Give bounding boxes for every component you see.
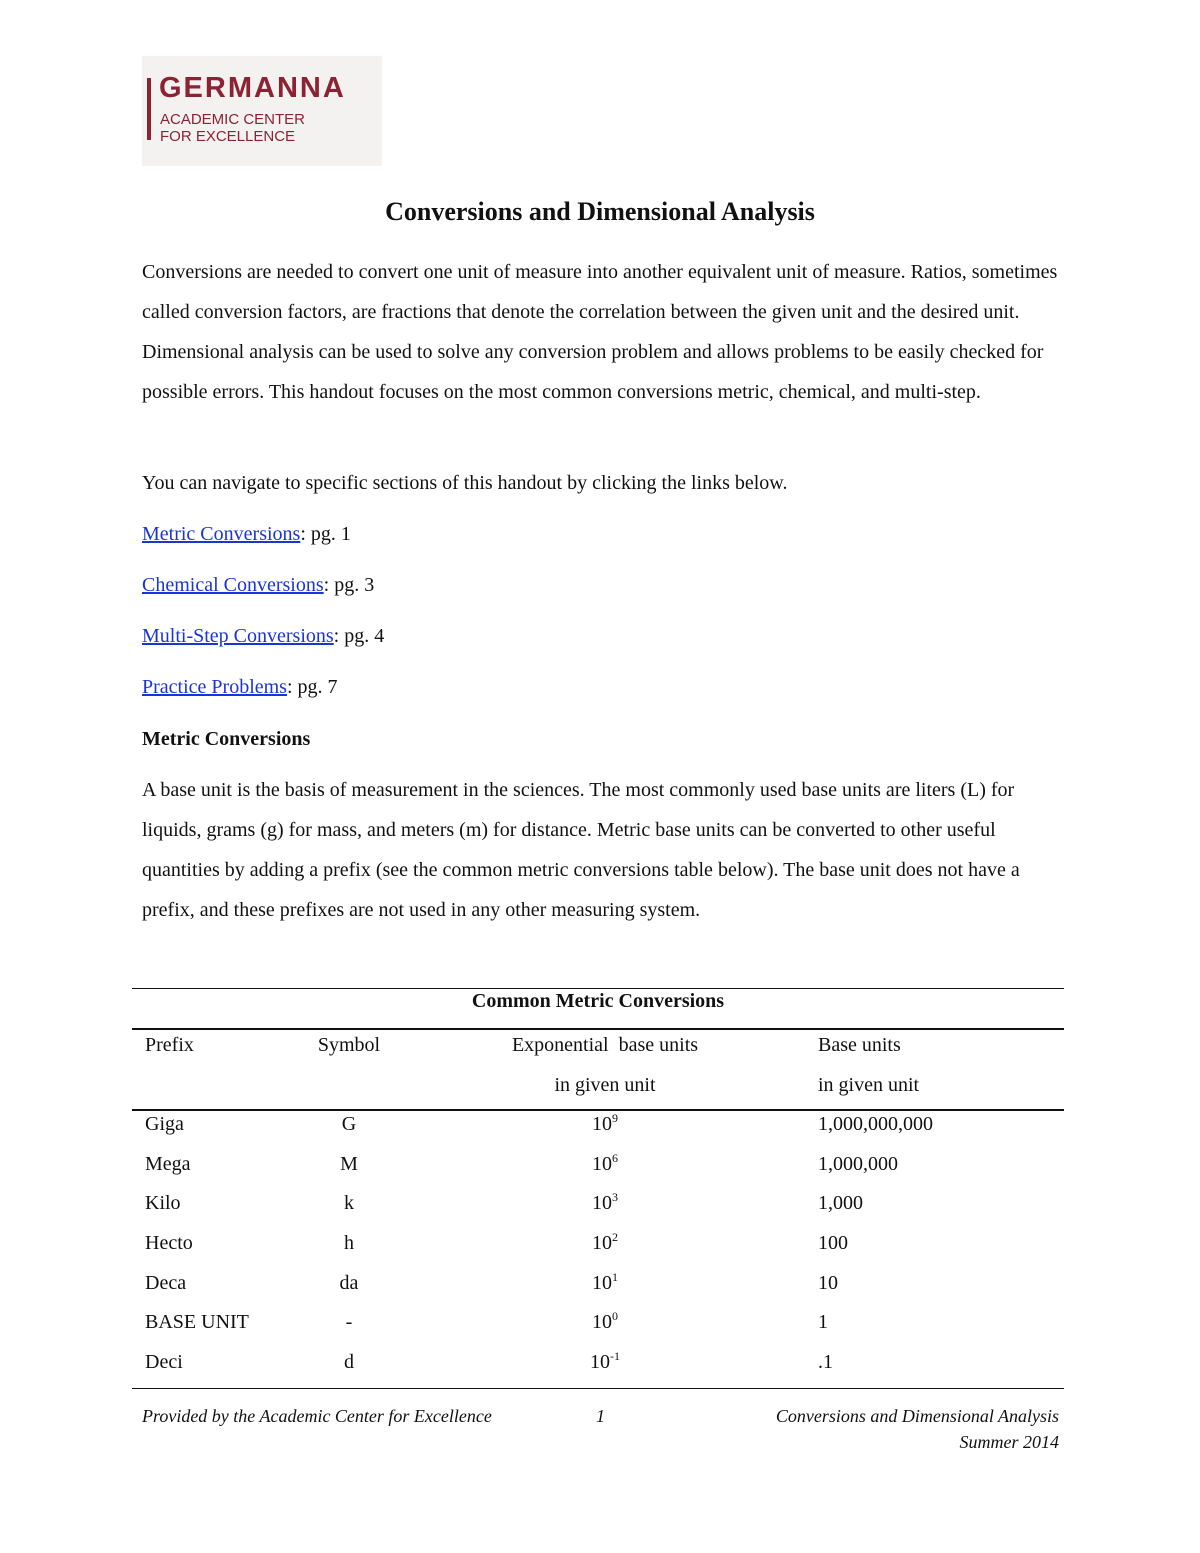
logo-bar [147, 78, 151, 140]
footer-date: Summer 2014 [959, 1432, 1059, 1452]
power-base: 10 [592, 1272, 612, 1294]
cell-exponential [592, 1188, 618, 1218]
page-title: Conversions and Dimensional Analysis [385, 197, 815, 226]
footer-page-number: 1 [596, 1406, 605, 1426]
cell-symbol: da [339, 1272, 359, 1294]
germanna-logo [142, 56, 382, 166]
link-metric-conversions[interactable]: Metric Conversions [142, 523, 301, 545]
cell-exponential [592, 1268, 618, 1298]
cell-base-units: 1,000,000,000 [818, 1113, 933, 1135]
logo-subtitle [160, 111, 305, 145]
table-caption: Common Metric Conversions [471, 990, 725, 1012]
table-bottom-rule [132, 1388, 1064, 1389]
toc-entry-chemical [142, 570, 374, 600]
cell-symbol: d [344, 1351, 354, 1373]
cell-base-units: 1 [818, 1311, 828, 1333]
power-exponent: 0 [612, 1309, 618, 1323]
power-base: 10 [592, 1192, 612, 1214]
cell-exponential [592, 1149, 618, 1179]
power-base: 10 [592, 1113, 612, 1135]
header-base-units-line-2: in given unit [818, 1074, 920, 1096]
cell-base-units: 1,000 [818, 1192, 863, 1214]
cell-prefix: Deca [145, 1272, 187, 1294]
cell-prefix: Mega [145, 1153, 191, 1175]
toc-entry-metric [142, 519, 351, 549]
toc-page-metric: : pg. 1 [300, 523, 351, 545]
cell-symbol: - [345, 1311, 353, 1333]
power-base: 10 [592, 1153, 612, 1175]
header-base-units-line-1: Base units [818, 1034, 901, 1056]
power-exponent: 1 [612, 1270, 618, 1284]
cell-symbol: M [340, 1153, 358, 1175]
cell-prefix: Kilo [145, 1192, 181, 1214]
power-base: 10 [592, 1232, 612, 1254]
cell-prefix: Hecto [145, 1232, 193, 1254]
toc-page-practice: : pg. 7 [286, 676, 338, 698]
footer-provider: Provided by the Academic Center for Excellence [142, 1406, 492, 1426]
toc-page-multi-step: : pg. 4 [333, 625, 385, 647]
cell-base-units: .1 [818, 1351, 833, 1373]
section-heading: Metric Conversions [142, 728, 311, 750]
cell-symbol: h [344, 1232, 354, 1254]
cell-exponential [592, 1109, 618, 1139]
header-prefix: Prefix [145, 1034, 194, 1056]
cell-exponential [592, 1307, 618, 1337]
header-exponential-line-2: in given unit [554, 1074, 656, 1096]
cell-base-units: 100 [818, 1232, 848, 1254]
power-exponent: 6 [612, 1151, 618, 1165]
header-symbol: Symbol [317, 1034, 381, 1056]
cell-symbol: G [341, 1113, 357, 1135]
header-exponential-line-1: Exponential base units [511, 1034, 699, 1056]
link-chemical-conversions[interactable]: Chemical Conversions [142, 574, 324, 596]
logo-subtitle-line-2: FOR EXCELLENCE [160, 128, 296, 145]
footer-document-title: Conversions and Dimensional Analysis [775, 1406, 1059, 1426]
logo-subtitle-line-1: ACADEMIC CENTER [160, 111, 306, 128]
section-body: A base unit is the basis of measurement in the sciences. The most commonly used base units are liters (L) for liquids, grams (g) for mass, and meters (m) for distance. Metric base units can be converted to other useful quantities by adding a prefix (see the common metric conversions table below). The base unit does not have a prefix, and these prefixes are not used in any other measuring system. [142, 779, 1020, 921]
cell-prefix: Giga [145, 1113, 184, 1135]
cell-prefix: Deci [145, 1351, 183, 1373]
intro-paragraph: Conversions are needed to convert one unit of measure into another equivalent unit of measure. Ratios, sometimes called conversion factors, are fractions that denote the correlation between the given unit and the desired unit. Dimensional analysis can be used to solve any conversion problem and allows problems to be easily checked for possible errors. This handout focuses on the most common conversions metric, chemical, and multi-step. [142, 261, 1058, 403]
power-exponent: 9 [612, 1111, 618, 1125]
cell-symbol: k [344, 1192, 354, 1214]
power-base: 10 [592, 1311, 612, 1333]
cell-prefix: BASE UNIT [145, 1311, 249, 1333]
navigation-instructions: You can navigate to specific sections of this handout by clicking the links below. [142, 472, 788, 494]
cell-base-units: 10 [818, 1272, 838, 1294]
toc-page-chemical: : pg. 3 [323, 574, 375, 596]
toc-entry-multi-step [142, 621, 384, 651]
power-base: 10 [590, 1351, 610, 1373]
cell-exponential [592, 1228, 618, 1258]
power-exponent: -1 [610, 1349, 620, 1363]
power-exponent: 2 [612, 1230, 618, 1244]
link-practice-problems[interactable]: Practice Problems [142, 676, 287, 698]
cell-exponential [590, 1347, 620, 1377]
cell-base-units: 1,000,000 [818, 1153, 898, 1175]
link-multi-step-conversions[interactable]: Multi-Step Conversions [142, 625, 334, 647]
toc-entry-practice [142, 672, 338, 702]
logo-name: GERMANNA [159, 72, 346, 104]
power-exponent: 3 [612, 1190, 618, 1204]
